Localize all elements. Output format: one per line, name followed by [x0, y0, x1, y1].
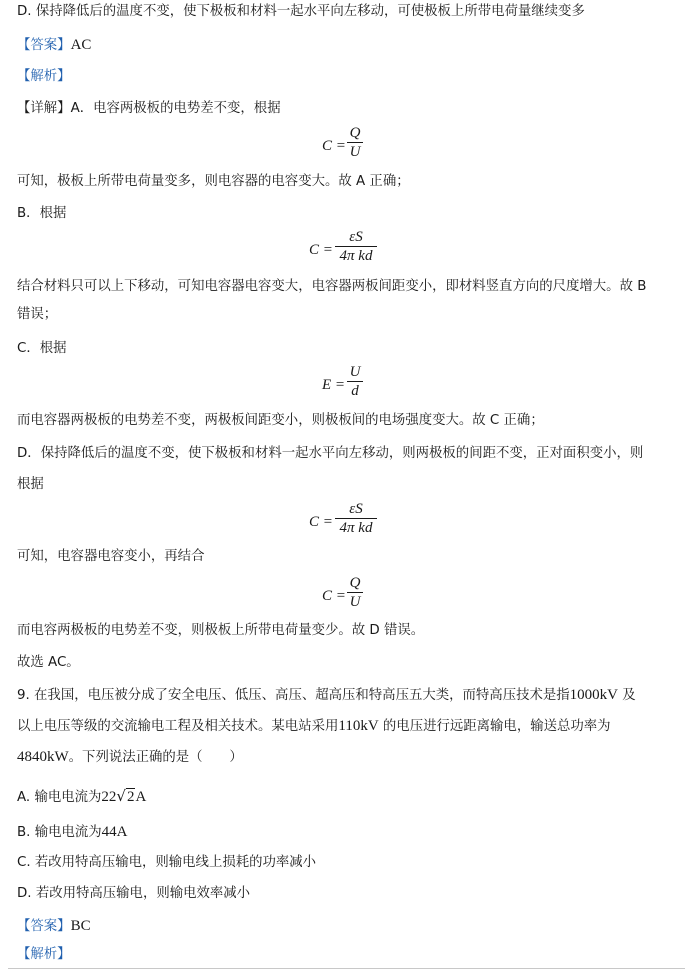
- option-d-previous: D. 保持降低后的温度不变，使下极板和材料一起水平向左移动，可使极板上所带电荷量继续变多: [17, 4, 585, 19]
- detail-line: [17, 99, 281, 119]
- question-9-line-3: 4840kW。下列说法正确的是（ ）: [17, 749, 243, 765]
- fraction: Q U: [347, 124, 363, 161]
- line-c-intro: C．根据: [17, 341, 67, 356]
- option-d: D. 若改用特高压输电，则输电效率减小: [17, 886, 251, 901]
- fraction: εS 4π kd: [335, 228, 377, 265]
- line-d-intro: D．保持降低后的温度不变，使下极板和材料一起水平向左移动，则两极板的间距不变，正对面积变小，则: [17, 446, 644, 461]
- formula-capacitance-q-over-u: C = Q U: [322, 124, 382, 164]
- analysis-tag: 【解析】: [17, 69, 71, 84]
- answer-line-1: [17, 35, 91, 56]
- line-b-verdict: 错误；: [17, 307, 58, 322]
- option-c: C. 若改用特高压输电，则输电线上损耗的功率减小: [17, 855, 317, 870]
- answer-value: AC: [70, 37, 92, 53]
- option-a: A. 输电电流为22√2A: [17, 787, 147, 805]
- formula-capacitance-epsilon-s: C = εS 4π kd: [309, 228, 389, 268]
- detail-tag: 【详解】: [17, 101, 71, 116]
- fraction: Q U: [347, 574, 363, 611]
- line-a-conclusion: 可知，极板上所带电荷量变多，则电容器的电容变大。故 A 正确；: [17, 174, 410, 189]
- detail-text: A．电容两极板的电势差不变，根据: [70, 101, 281, 116]
- analysis-tag-2: 【解析】: [17, 947, 71, 962]
- fraction: U d: [347, 363, 363, 400]
- line-d-combine: 可知，电容器电容变小，再结合: [17, 549, 205, 564]
- line-b-intro: B．根据: [17, 206, 67, 221]
- line-d-according: 根据: [17, 477, 44, 492]
- selection-line: 故选 AC。: [17, 655, 80, 670]
- page-divider: [8, 968, 685, 969]
- formula-capacitance-q-over-u-2: C = Q U: [322, 574, 382, 614]
- question-9-line-1: 9. 在我国，电压被分成了安全电压、低压、高压、超高压和特高压五大类，而特高压技术是指1000kV 及: [17, 687, 636, 703]
- line-c-conclusion: 而电容器两极板的电势差不变，两极板间距变小，则极板间的电场强度变大。故 C 正确；: [17, 413, 544, 428]
- line-b-reason: 结合材料只可以上下移动，可知电容器电容变大，电容器两板间距变小，即材料竖直方向的尺度增大。故 B: [17, 279, 647, 294]
- question-9-line-2: 以上电压等级的交流输电工程及相关技术。某电站采用110kV 的电压进行远距离输电，输送总功率为: [17, 718, 611, 734]
- option-b: B. 输电电流为44A: [17, 824, 128, 840]
- sqrt-expression: √2: [116, 787, 135, 805]
- answer-tag: 【答案】: [17, 38, 71, 53]
- line-d-conclusion: 而电容两极板的电势差不变，则极板上所带电荷量变少。故 D 错误。: [17, 623, 425, 638]
- answer-line-2: 【答案】BC: [17, 918, 91, 934]
- formula-field-strength: E = U d: [322, 363, 382, 403]
- formula-capacitance-epsilon-s-2: C = εS 4π kd: [309, 500, 389, 540]
- fraction: εS 4π kd: [335, 500, 377, 537]
